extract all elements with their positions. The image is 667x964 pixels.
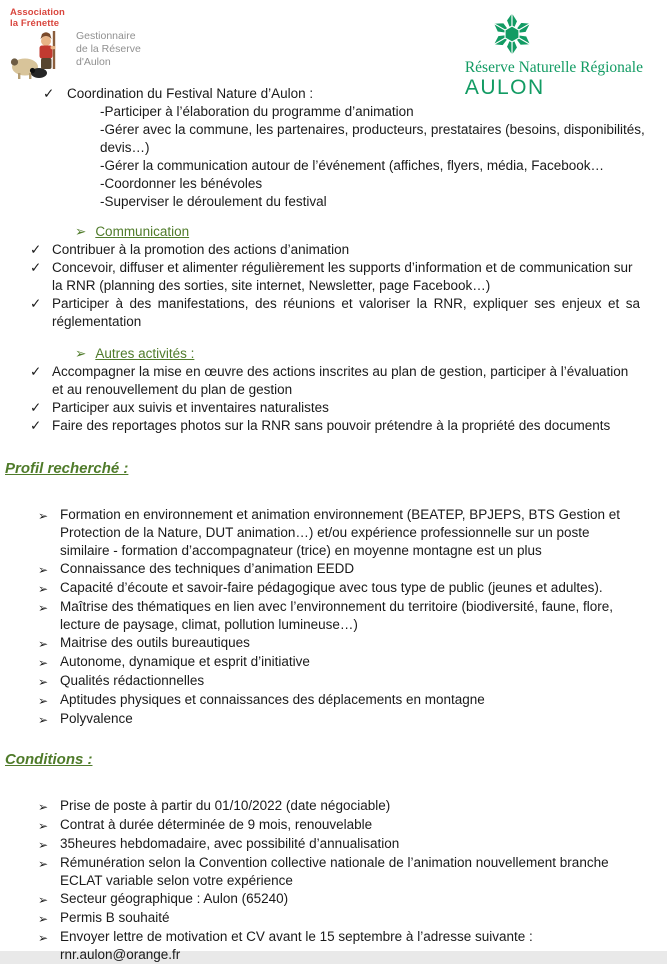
check-bullet-icon: ✓ <box>30 364 42 379</box>
association-logo-mark <box>10 8 66 81</box>
list-item <box>0 653 667 672</box>
festival-title: Coordination du Festival Nature d’Aulon : <box>67 86 314 101</box>
list-item-text: Participer à des manifestations, des réunions et valoriser la RNR, expliquer ses enjeux et sa réglementation <box>52 296 640 329</box>
rnr-title: Réserve Naturelle Régionale <box>464 59 643 76</box>
arrow-bullet-icon: ➢ <box>38 675 49 689</box>
autres-activites-heading-label: Autres activités : <box>95 346 195 361</box>
association-caption-line3: d'Aulon <box>76 56 111 68</box>
association-logo <box>10 8 141 81</box>
arrow-bullet-icon: ➢ <box>38 893 49 907</box>
apply-instruction <box>60 928 640 964</box>
list-item-text: Connaissance des techniques d’animation EEDD <box>60 561 355 576</box>
list-item <box>0 399 667 417</box>
list-item <box>0 579 667 598</box>
check-bullet-icon: ✓ <box>30 260 42 275</box>
festival-subitem: -Superviser le déroulement du festival <box>100 194 327 209</box>
list-item-text: Maîtrise des thématiques en lien avec l’environnement du territoire (biodiversité, faune, flore, lecture de paysage, climat, pollution lumineuse…) <box>60 599 614 632</box>
list-item-text: Rémunération selon la Convention collective nationale de l’animation nouvellement branche ECLAT variable selon votre expérience <box>60 855 609 888</box>
autres-activites-list <box>0 363 667 435</box>
list-item-text: Faire des reportages photos sur la RNR sans pouvoir prétendre à la propriété des documents <box>52 418 611 433</box>
check-bullet-icon: ✓ <box>30 400 42 415</box>
list-item <box>0 816 667 835</box>
profil-list <box>0 506 667 729</box>
rnr-subtitle: AULON <box>464 76 545 99</box>
rnr-star-icon <box>487 10 537 58</box>
list-item-text: Permis B souhaité <box>60 910 170 925</box>
check-bullet-icon: ✓ <box>30 418 42 433</box>
arrow-bullet-icon: ➢ <box>75 346 87 361</box>
list-item <box>0 672 667 691</box>
arrow-bullet-icon: ➢ <box>38 563 49 577</box>
arrow-bullet-icon: ➢ <box>38 912 49 926</box>
list-item-text: Contrat à durée déterminée de 9 mois, renouvelable <box>60 817 373 832</box>
list-item-text: Autonome, dynamique et esprit d’initiative <box>60 654 310 669</box>
apply-instruction-text: Envoyer lettre de motivation et CV avant le 15 septembre à l’adresse suivante : <box>60 929 533 944</box>
list-item-text: 35heures hebdomadaire, avec possibilité d’annualisation <box>60 836 400 851</box>
arrow-bullet-icon: ➢ <box>75 224 87 239</box>
list-item-text: Contribuer à la promotion des actions d’animation <box>52 242 350 257</box>
list-item <box>0 295 667 331</box>
list-item <box>0 560 667 579</box>
profil-heading: Profil recherché : <box>5 460 129 477</box>
list-item <box>0 710 667 729</box>
list-item-text: Capacité d’écoute et savoir-faire pédagogique avec tous type de public (jeunes et adultes). <box>60 580 603 595</box>
check-bullet-icon: ✓ <box>43 86 55 101</box>
list-item-text: Concevoir, diffuser et alimenter régulièrement les supports d’information et de communication sur la RNR (planning des sorties, site internet, Newsletter, page Facebook…) <box>52 260 633 293</box>
list-item-text: Aptitudes physiques et connaissances des déplacements en montagne <box>60 692 485 707</box>
festival-subitem: -Gérer avec la commune, les partenaires, producteurs, prestataires (besoins, disponibilités, devis…) <box>100 122 645 155</box>
arrow-bullet-icon: ➢ <box>38 713 49 727</box>
check-bullet-icon: ✓ <box>30 242 42 257</box>
association-caption-line2: de la Réserve <box>76 43 141 55</box>
list-item <box>0 691 667 710</box>
arrow-bullet-icon: ➢ <box>38 637 49 651</box>
festival-subitem: -Gérer la communication autour de l’événement (affiches, flyers, média, Facebook… <box>100 158 604 173</box>
arrow-bullet-icon: ➢ <box>38 857 49 871</box>
arrow-bullet-icon: ➢ <box>38 819 49 833</box>
list-item <box>0 363 667 399</box>
shepherd-illustration-icon <box>10 29 66 81</box>
association-name-line2: la Frénette <box>10 17 60 29</box>
arrow-bullet-icon: ➢ <box>38 601 49 615</box>
list-item <box>0 417 667 435</box>
list-item <box>0 259 667 295</box>
list-item-text: Polyvalence <box>60 711 133 726</box>
list-item <box>0 506 667 560</box>
list-item <box>0 634 667 653</box>
conditions-list <box>0 797 667 964</box>
association-caption-line1: Gestionnaire <box>76 30 136 42</box>
list-item-text: Prise de poste à partir du 01/10/2022 (date négociable) <box>60 798 391 813</box>
arrow-bullet-icon: ➢ <box>38 838 49 852</box>
list-item-text: Qualités rédactionnelles <box>60 673 205 688</box>
autres-activites-heading <box>75 345 667 363</box>
list-item-text: Secteur géographique : Aulon (65240) <box>60 891 289 906</box>
festival-subitem: -Participer à l’élaboration du programme d’animation <box>100 104 414 119</box>
list-item-text: Participer aux suivis et inventaires naturalistes <box>52 400 329 415</box>
list-item-text: Accompagner la mise en œuvre des actions inscrites au plan de gestion, participer à l’évaluation et au renouvellement du plan de gestion <box>52 364 629 397</box>
list-item <box>0 85 667 103</box>
list-item <box>0 928 667 964</box>
festival-section <box>0 85 667 211</box>
list-item <box>0 909 667 928</box>
arrow-bullet-icon: ➢ <box>38 694 49 708</box>
list-item-text: Formation en environnement et animation environnement (BEATEP, BPJEPS, BTS Gestion et Protection de la Nature, DUT animation…) et/ou expérience professionnelle sur un poste similaire - formation d’accompagnateur (trice) en moyenne montagne est un plus <box>60 507 621 558</box>
list-item <box>0 241 667 259</box>
arrow-bullet-icon: ➢ <box>38 656 49 670</box>
list-item <box>0 598 667 634</box>
arrow-bullet-icon: ➢ <box>38 509 49 523</box>
communication-list <box>0 241 667 331</box>
association-name <box>10 8 66 29</box>
festival-subitem: -Coordonner les bénévoles <box>100 176 263 191</box>
association-name-line1: Association <box>10 7 65 18</box>
list-item-text: Maitrise des outils bureautiques <box>60 635 250 650</box>
list-item <box>0 890 667 909</box>
check-bullet-icon: ✓ <box>30 296 42 311</box>
arrow-bullet-icon: ➢ <box>38 800 49 814</box>
apply-email: rnr.aulon@orange.fr <box>60 947 181 962</box>
communication-heading-label: Communication <box>95 224 190 239</box>
association-caption <box>76 30 141 69</box>
conditions-heading: Conditions : <box>5 751 93 768</box>
arrow-bullet-icon: ➢ <box>38 582 49 596</box>
list-item <box>0 854 667 890</box>
list-item <box>0 797 667 816</box>
arrow-bullet-icon: ➢ <box>38 931 49 945</box>
list-item <box>0 835 667 854</box>
communication-heading <box>75 223 667 241</box>
